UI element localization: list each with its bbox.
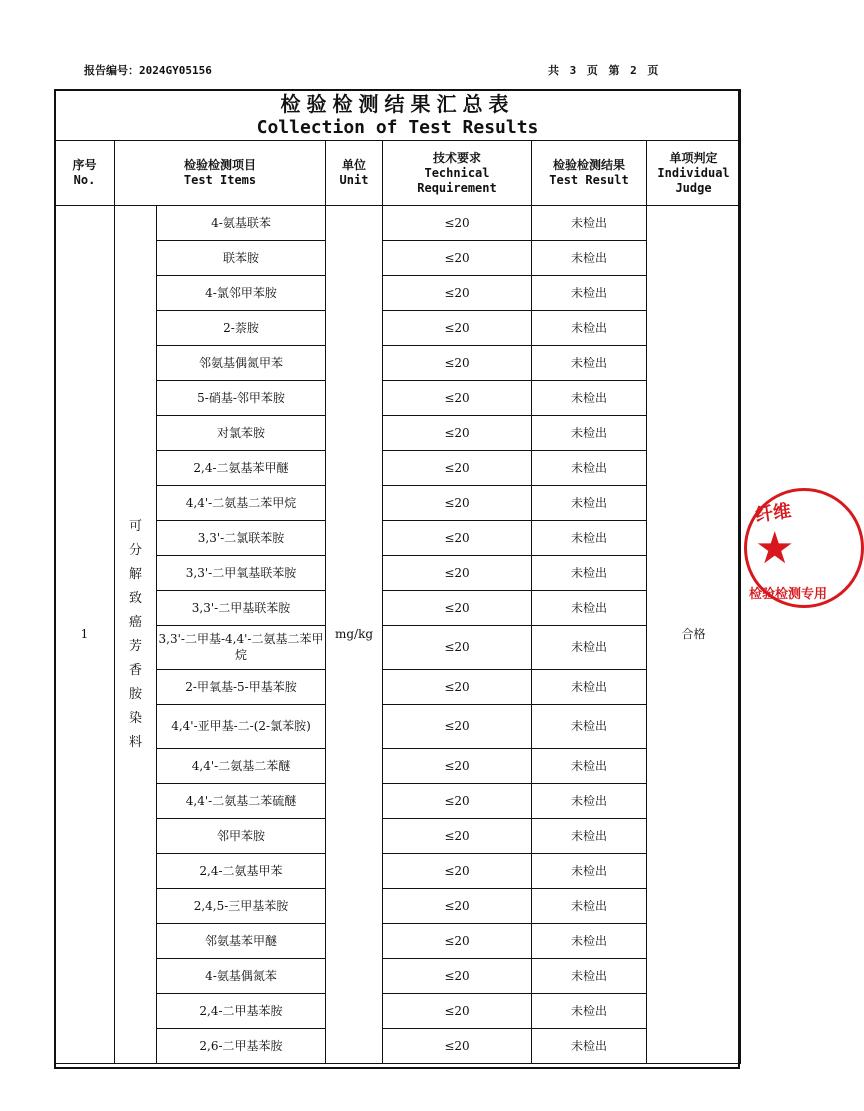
technical-requirement: ≤20 (383, 206, 532, 241)
test-result: 未检出 (532, 924, 647, 959)
test-result: 未检出 (532, 521, 647, 556)
col-unit-cn: 单位 (341, 158, 366, 172)
col-item-en: Test Items (183, 173, 257, 187)
technical-requirement: ≤20 (383, 994, 532, 1029)
col-judge-en2: Judge (675, 180, 712, 195)
technical-requirement: ≤20 (383, 346, 532, 381)
technical-requirement: ≤20 (383, 749, 532, 784)
test-item: 4,4'-二氨基二苯硫醚 (157, 784, 326, 819)
technical-requirement: ≤20 (383, 381, 532, 416)
sequence-number: 1 (55, 206, 115, 1064)
test-item: 邻甲苯胺 (157, 819, 326, 854)
test-item: 4-氨基偶氮苯 (157, 959, 326, 994)
test-result: 未检出 (532, 749, 647, 784)
page-info: 共 3 页 第 2 页 (548, 64, 659, 77)
unit-cell: mg/kg (326, 206, 383, 1064)
test-result: 未检出 (532, 241, 647, 276)
col-unit-en: Unit (339, 173, 369, 187)
technical-requirement: ≤20 (383, 854, 532, 889)
test-result: 未检出 (532, 784, 647, 819)
title-chinese: 检验检测结果汇总表 (280, 92, 515, 117)
test-result: 未检出 (532, 994, 647, 1029)
category-label: 可分解致癌芳香胺染料 (128, 518, 142, 750)
test-result: 未检出 (532, 959, 647, 994)
technical-requirement: ≤20 (383, 705, 532, 749)
col-item-cn: 检验检测项目 (183, 158, 256, 172)
test-result: 未检出 (532, 416, 647, 451)
test-item: 2,4,5-三甲基苯胺 (157, 889, 326, 924)
col-judge-en1: Individual (657, 165, 730, 180)
stamp-bottom-text: 检验检测专用 (749, 587, 828, 602)
test-item: 2,4-二甲基苯胺 (157, 994, 326, 1029)
technical-requirement: ≤20 (383, 556, 532, 591)
title-english: Collection of Test Results (256, 117, 539, 139)
technical-requirement: ≤20 (383, 889, 532, 924)
test-result: 未检出 (532, 889, 647, 924)
test-item: 4-氯邻甲苯胺 (157, 276, 326, 311)
test-item: 4-氨基联苯 (157, 206, 326, 241)
technical-requirement: ≤20 (383, 276, 532, 311)
technical-requirement: ≤20 (383, 486, 532, 521)
test-item: 3,3'-二甲基联苯胺 (157, 591, 326, 626)
test-result: 未检出 (532, 1029, 647, 1064)
technical-requirement: ≤20 (383, 416, 532, 451)
test-item: 联苯胺 (157, 241, 326, 276)
technical-requirement: ≤20 (383, 311, 532, 346)
technical-requirement: ≤20 (383, 924, 532, 959)
technical-requirement: ≤20 (383, 670, 532, 705)
test-result: 未检出 (532, 206, 647, 241)
technical-requirement: ≤20 (383, 521, 532, 556)
test-item: 3,3'-二氯联苯胺 (157, 521, 326, 556)
test-result: 未检出 (532, 381, 647, 416)
report-number: 报告编号：2024GY05156 (84, 64, 212, 77)
test-item: 5-硝基-邻甲苯胺 (157, 381, 326, 416)
test-item: 4,4'-亚甲基-二-(2-氯苯胺) (157, 705, 326, 749)
test-result: 未检出 (532, 276, 647, 311)
technical-requirement: ≤20 (383, 241, 532, 276)
col-seq-cn: 序号 (72, 158, 97, 172)
technical-requirement: ≤20 (383, 1029, 532, 1064)
col-req-cn: 技术要求 (432, 150, 481, 165)
test-result: 未检出 (532, 486, 647, 521)
technical-requirement: ≤20 (383, 784, 532, 819)
test-item: 3,3'-二甲基-4,4'-二氨基二苯甲烷 (157, 626, 326, 670)
test-result: 未检出 (532, 705, 647, 749)
test-result: 未检出 (532, 626, 647, 670)
technical-requirement: ≤20 (383, 959, 532, 994)
test-result: 未检出 (532, 451, 647, 486)
test-item: 2-萘胺 (157, 311, 326, 346)
stamp-top-text: 纤维 (753, 500, 793, 527)
technical-requirement: ≤20 (383, 451, 532, 486)
col-req-en1: Technical (424, 165, 490, 180)
test-item: 4,4'-二氨基二苯甲烷 (157, 486, 326, 521)
col-result-en: Test Result (549, 173, 629, 187)
test-item: 2,4-二氨基苯甲醚 (157, 451, 326, 486)
table-outer-border (54, 89, 740, 1069)
test-item: 2,4-二氨基甲苯 (157, 854, 326, 889)
technical-requirement: ≤20 (383, 626, 532, 670)
test-item: 2,6-二甲基苯胺 (157, 1029, 326, 1064)
test-item: 4,4'-二氨基二苯醚 (157, 749, 326, 784)
test-item: 对氯苯胺 (157, 416, 326, 451)
col-judge-cn: 单项判定 (669, 150, 718, 165)
technical-requirement: ≤20 (383, 591, 532, 626)
technical-requirement: ≤20 (383, 819, 532, 854)
test-item: 邻氨基苯甲醚 (157, 924, 326, 959)
test-result: 未检出 (532, 556, 647, 591)
test-result: 未检出 (532, 854, 647, 889)
test-result: 未检出 (532, 591, 647, 626)
test-result: 未检出 (532, 819, 647, 854)
test-item: 3,3'-二甲氧基联苯胺 (157, 556, 326, 591)
col-result-cn: 检验检测结果 (552, 158, 625, 172)
star-icon: ★ (755, 523, 795, 574)
test-item: 邻氨基偶氮甲苯 (157, 346, 326, 381)
individual-judge: 合格 (647, 206, 741, 1064)
col-req-en2: Requirement (417, 180, 497, 195)
test-result: 未检出 (532, 346, 647, 381)
col-seq-en: No. (73, 173, 96, 187)
inspection-seal-stamp (744, 488, 864, 608)
test-item: 2-甲氧基-5-甲基苯胺 (157, 670, 326, 705)
test-result: 未检出 (532, 670, 647, 705)
test-result: 未检出 (532, 311, 647, 346)
